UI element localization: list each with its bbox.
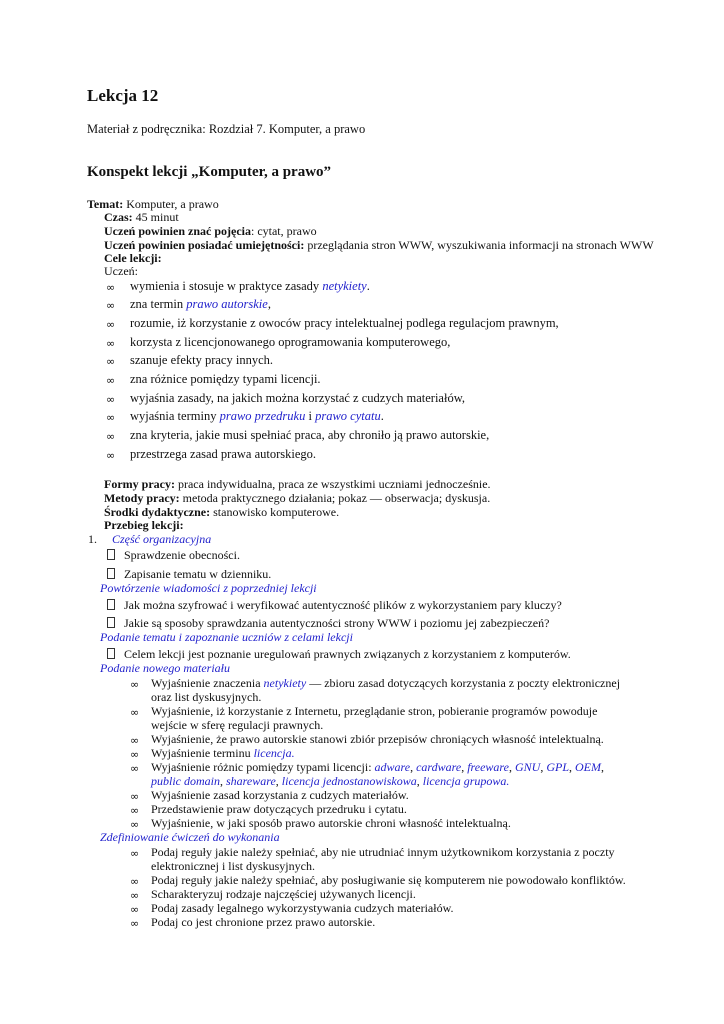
infinity-bullet-icon: ∞ [106,411,116,424]
section-heading-topic: Podanie tematu i zapoznanie uczniów z celami lekcji [100,630,353,644]
infinity-bullet-icon: ∞ [130,818,140,831]
list-item: Przedstawienie praw dotyczących przedruku i cytatu. [151,802,407,816]
list-item: Sprawdzenie obecności. [124,548,240,562]
section-heading-review: Powtórzenie wiadomości z poprzedniej lekcji [100,581,317,595]
lesson-plan-title: Konspekt lekcji „Komputer, a prawo” [87,164,332,180]
goal-item: rozumie, iż korzystanie z owoców pracy intelektualnej podlega regulacjom prawnym, [130,316,559,330]
infinity-bullet-icon: ∞ [130,847,140,860]
link-gnu[interactable]: GNU [514,760,541,774]
link-oem[interactable]: OEM [575,760,601,774]
exercise-item: Podaj zasady legalnego wykorzystywania cudzych materiałów. [151,901,454,915]
goal-item: zna termin prawo autorskie, [130,297,271,311]
link-cardware[interactable]: cardware [416,760,462,774]
section-heading-organizational: Część organizacyjna [112,532,212,546]
infinity-bullet-icon: ∞ [130,706,140,719]
link-public-domain[interactable]: public domain [151,774,220,788]
work-methods-line: Metody pracy: metoda praktycznego działania; pokaz — obserwacja; dyskusja. [104,491,491,505]
goal-item: wymienia i stosuje w praktyce zasady netykiety. [130,279,370,293]
list-item: Jakie są sposoby sprawdzania autentyczności strony WWW i poziomu jej zabezpieczeń? [124,616,550,630]
list-item: Jak można szyfrować i weryfikować autentyczność plików z wykorzystaniem pary kluczy? [124,598,562,612]
infinity-bullet-icon: ∞ [106,430,116,443]
time-line [104,210,179,225]
square-bullet-icon [107,549,115,560]
goal-item: zna kryteria, jakie musi spełniać praca, aby chroniło ją prawo autorskie, [130,428,490,442]
infinity-bullet-icon: ∞ [106,318,116,331]
infinity-bullet-icon: ∞ [130,875,140,888]
list-item: Wyjaśnienie, iż korzystanie z Internetu, przeglądanie stron, pobieranie programów powoduje wejście w sferę regulacji prawnych. [151,704,598,732]
goal-item: wyjaśnia terminy prawo przedruku i prawo cytatu. [130,409,384,423]
exercise-item: Podaj reguły jakie należy spełniać, aby posługiwanie się komputerem nie powodowało konfliktów. [151,873,626,887]
section-heading-new-material: Podanie nowego materiału [100,661,230,675]
link-netykiety[interactable]: netykiety [322,279,367,293]
link-prawo-przedruku[interactable]: prawo przedruku [219,409,306,423]
link-freeware[interactable]: freeware [467,760,509,774]
link-licencja-grupowa[interactable]: licencja grupowa. [422,774,510,788]
link-adware[interactable]: adware [374,760,411,774]
infinity-bullet-icon: ∞ [106,374,116,387]
link-prawo-cytatu[interactable]: prawo cytatu [315,409,381,423]
link-netykiety-2[interactable]: netykiety [263,676,307,690]
exercise-item: Podaj co jest chronione przez prawo autorskie. [151,915,376,929]
infinity-bullet-icon: ∞ [106,355,116,368]
infinity-bullet-icon: ∞ [130,804,140,817]
list-item: Wyjaśnienie, że prawo autorskie stanowi zbiór przepisów chroniących własność intelektualną. [151,732,604,746]
square-bullet-icon [107,568,115,579]
student-label: Uczeń: [104,264,138,278]
square-bullet-icon [107,599,115,610]
list-item: Wyjaśnienie znaczenia netykiety — zbioru zasad dotyczących korzystania z poczty elektronicznej oraz list dyskusyjnych. [151,676,621,704]
infinity-bullet-icon: ∞ [106,337,116,350]
infinity-bullet-icon: ∞ [106,281,116,294]
exercise-item: Scharakteryzuj rodzaje najczęściej używanych licencji. [151,887,416,901]
list-item: Wyjaśnienie, w jaki sposób prawo autorskie chroni własność intelektualną. [151,816,511,830]
list-item: Celem lekcji jest poznanie uregulowań prawnych związanych z korzystaniem z komputerów. [124,647,571,661]
infinity-bullet-icon: ∞ [130,903,140,916]
square-bullet-icon [107,648,115,659]
list-item: Zapisanie tematu w dzienniku. [124,567,272,581]
section-heading-exercises: Zdefiniowanie ćwiczeń do wykonania [100,830,280,844]
list-item: Wyjaśnienie terminu licencja. [151,746,295,760]
goal-item: przestrzega zasad prawa autorskiego. [130,447,317,461]
work-forms-line: Formy pracy: praca indywidualna, praca ze wszystkimi uczniami jednocześnie. [104,477,491,491]
teaching-aids-line: Środki dydaktyczne: stanowisko komputerowe. [104,505,340,519]
infinity-bullet-icon: ∞ [130,762,140,775]
infinity-bullet-icon: ∞ [130,734,140,747]
link-prawo-autorskie[interactable]: prawo autorskie [186,297,268,311]
infinity-bullet-icon: ∞ [106,393,116,406]
infinity-bullet-icon: ∞ [130,889,140,902]
lesson-flow-label: Przebieg lekcji: [104,518,184,532]
section-number: 1. [88,532,97,546]
infinity-bullet-icon: ∞ [130,917,140,930]
exercise-item: Podaj reguły jakie należy spełniać, aby nie utrudniać innym użytkownikom korzystania z poczty elektronicznej i list dyskusyjnych. [151,845,615,873]
time-value: 45 minut [132,210,179,224]
goal-item: wyjaśnia zasady, na jakich można korzystać z cudzych materiałów, [130,391,466,405]
link-gpl[interactable]: GPL [546,760,569,774]
goals-label: Cele lekcji: [104,251,162,265]
textbook-reference: Materiał z podręcznika: Rozdział 7. Komputer, a prawo [87,122,366,136]
link-shareware[interactable]: shareware [226,774,276,788]
infinity-bullet-icon: ∞ [130,790,140,803]
goal-item: zna różnice pomiędzy typami licencji. [130,372,321,386]
concepts-label: Uczeń powinien znać pojęcia [104,224,251,238]
skills-value: przeglądania stron WWW, wyszukiwania informacji na stronach WWW [304,238,654,252]
goal-item: szanuje efekty pracy innych. [130,353,273,367]
concepts-line [104,224,317,239]
list-item: Wyjaśnienie zasad korzystania z cudzych materiałów. [151,788,409,802]
square-bullet-icon [107,617,115,628]
infinity-bullet-icon: ∞ [130,678,140,691]
list-item-licenses: Wyjaśnienie różnic pomiędzy typami licencji: adware, cardware, freeware, GNU, GPL, OEM, public domain, shareware, licencja jednostanowiskowa, licencja grupowa. [151,760,604,788]
infinity-bullet-icon: ∞ [106,449,116,462]
infinity-bullet-icon: ∞ [106,299,116,312]
lesson-title: Lekcja 12 [87,86,159,105]
topic-value: Komputer, a prawo [123,197,219,211]
goal-item: korzysta z licencjonowanego oprogramowania komputerowego, [130,335,451,349]
link-licencja-jednostanowiskowa[interactable]: licencja jednostanowiskowa [281,774,417,788]
time-label: Czas: [104,210,133,224]
link-licencja[interactable]: licencja. [253,746,295,760]
infinity-bullet-icon: ∞ [130,748,140,761]
skills-label: Uczeń powinien posiadać umiejętności: [104,238,305,252]
concepts-value: : cytat, prawo [250,224,317,238]
topic-label: Temat: [87,197,124,211]
skills-line [104,238,654,253]
